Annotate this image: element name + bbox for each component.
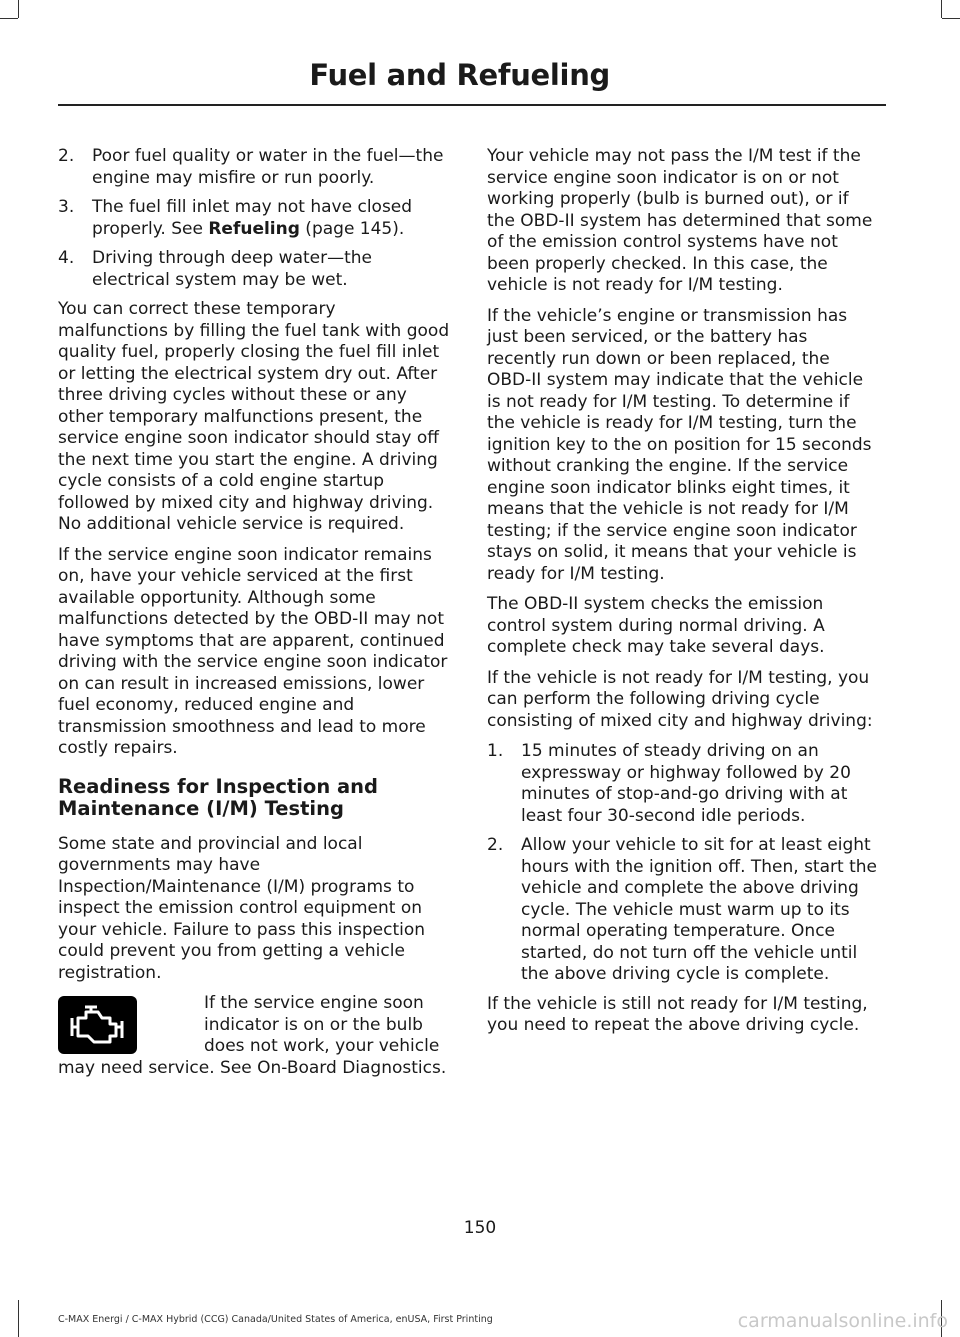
paragraph: If the vehicle’s engine or transmission has just been serviced, or the battery has recently run down or been replaced, the OBD-II system may indicate that the vehicle is not ready for I/M testing. To determine if the vehicle is ready for I/M testing, turn the ignition key to the on position for 15 seconds without cranking the engine. If the service engine soon indicator blinks eight times, it means that the vehicle is not ready for I/M testing; if the service engine soon indicator stays on solid, it means that your vehicle is ready for I/M testing. (487, 305, 872, 584)
list-number: 3. (58, 197, 75, 217)
paragraph: Some state and provincial and local governments may have Inspection/Maintenance (I/M) programs to inspect the emission control equipment on your vehicle. Failure to pass this inspection could prevent you from getting a vehicle registration. (58, 833, 426, 983)
engine-symbol (58, 996, 137, 1054)
crop-mark (942, 18, 960, 19)
crop-mark (18, 1300, 19, 1337)
list-item (487, 835, 879, 986)
crop-mark (0, 18, 18, 19)
icon-paragraph (58, 993, 450, 1079)
list-number: 2. (58, 146, 75, 166)
paragraph: The OBD-II system checks the emission control system during normal driving. A complete check may take several days. (487, 594, 825, 657)
list-item (487, 741, 879, 827)
paragraph: If the service engine soon indicator remains on, have your vehicle serviced at the first available opportunity. Although some malfunctions detected by the OBD-II may not have symptoms that are apparent, continued driving with the service engine soon indicator on can result in increased emissions, lower fuel economy, reduced engine and transmission smoothness and lead to more costly repairs. (58, 544, 448, 758)
section-heading: Readiness for Inspection and Maintenance (I/M) Testing (58, 774, 378, 820)
list-number: 4. (58, 248, 75, 268)
list-item (58, 146, 450, 189)
list-number: 1. (487, 741, 504, 761)
list-text: The fuel fill inlet may not have closed properly. See (92, 197, 413, 239)
footer-text: C-MAX Energi / C-MAX Hybrid (CCG) Canada/United States of America, enUSA, First Printing (58, 1314, 493, 1325)
right-column (487, 146, 879, 1046)
check-engine-icon (58, 996, 137, 1054)
crop-mark (941, 0, 942, 18)
page-number: 150 (463, 1218, 497, 1238)
page-title: Fuel and Refueling (309, 58, 610, 92)
header-rule (58, 104, 886, 106)
list-item (58, 248, 450, 291)
paragraph: If the vehicle is still not ready for I/M testing, you need to repeat the above driving cycle. (487, 993, 868, 1035)
list-item (58, 197, 450, 240)
left-column (58, 146, 450, 1088)
icon-paragraph-text: If the service engine soon indicator is on or the bulb does not work, your vehicle may need service. See On-Board Diagnostics. (58, 993, 447, 1078)
list-text: Driving through deep water—the electrical system may be wet. (92, 248, 372, 290)
paragraph: If the vehicle is not ready for I/M testing, you can perform the following driving cycle consisting of mixed city and highway driving: (487, 667, 873, 731)
refueling-link[interactable]: Refueling (208, 218, 300, 239)
paragraph (58, 993, 450, 1079)
paragraph: You can correct these temporary malfunctions by filling the fuel tank with good quality fuel, properly closing the fuel fill inlet or letting the electrical system dry out. After three driving cycles without these or any other temporary malfunctions present, the service engine soon indicator should stay off the next time you start the engine. A driving cycle consists of a cold engine startup followed by mixed city and highway driving. No additional vehicle service is required. (58, 299, 450, 534)
list-text-suffix: (page 145). (299, 218, 405, 239)
list-text: Poor fuel quality or water in the fuel—the engine may misfire or run poorly. (92, 146, 444, 188)
crop-mark (18, 0, 19, 18)
list-number: 2. (487, 835, 504, 855)
watermark: carmanualsonline.info (737, 1310, 948, 1332)
paragraph: Your vehicle may not pass the I/M test if the service engine soon indicator is on or not working properly (bulb is burned out), or if the OBD-II system has determined that some of the emission control systems have not been properly checked. In this case, the vehicle is not ready for I/M testing. (487, 146, 873, 295)
list-text: Allow your vehicle to sit for at least eight hours with the ignition off. Then, start the vehicle and complete the above driving cycle. The vehicle must warm up to its normal operating temperature. Once started, do not turn off the vehicle until the above driving cycle is complete. (521, 835, 877, 984)
list-text: 15 minutes of steady driving on an expressway or highway followed by 20 minutes of stop-and-go driving with at least four 30-second idle periods. (521, 741, 851, 826)
